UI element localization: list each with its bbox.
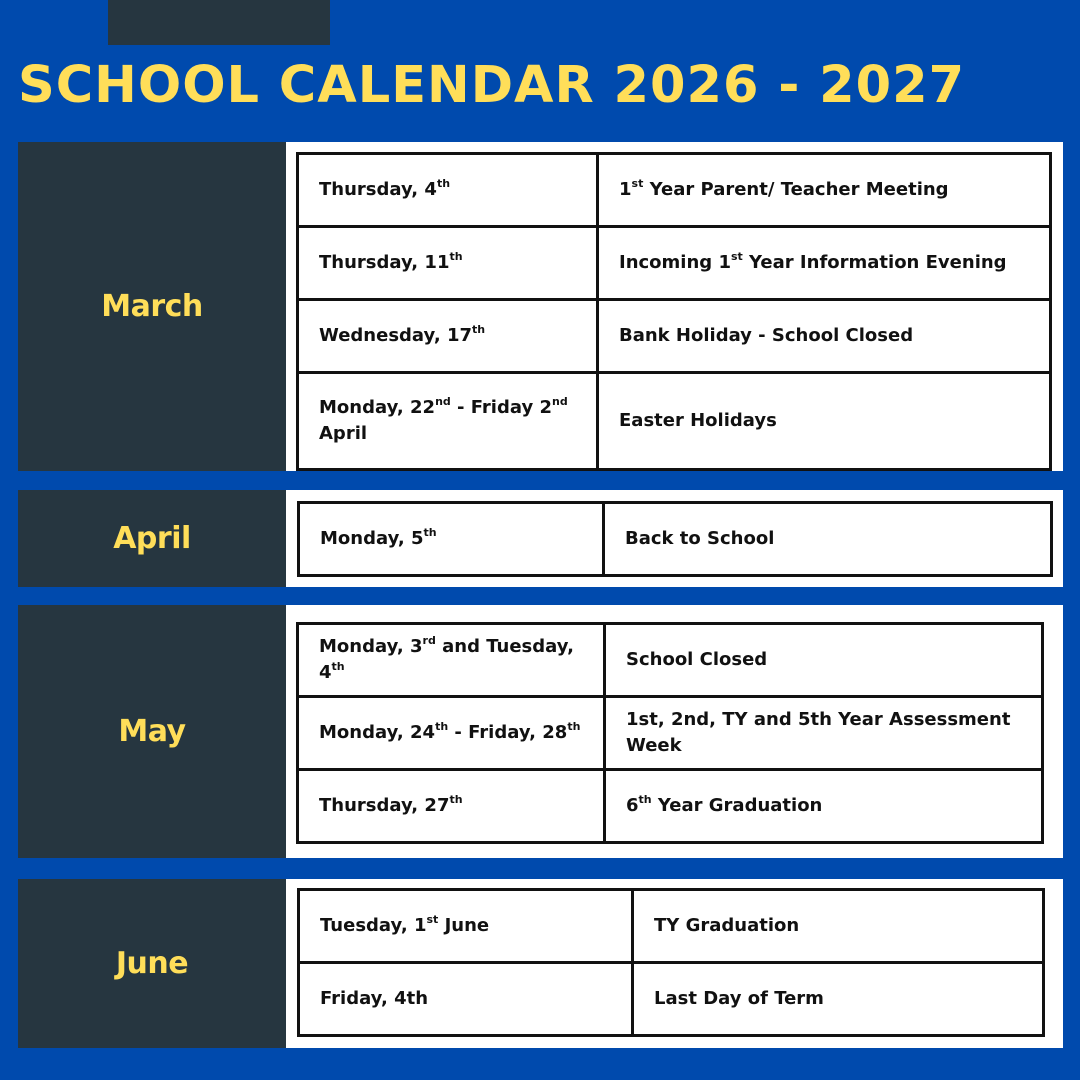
ordinal-suffix: nd <box>435 395 451 408</box>
month-label-panel <box>18 879 286 1048</box>
month-label-panel <box>18 605 286 858</box>
ordinal-suffix: th <box>423 526 437 539</box>
cell-text: 1 <box>619 179 632 200</box>
ordinal-suffix: th <box>472 323 486 336</box>
section-march <box>18 142 1063 471</box>
page-title: SCHOOL CALENDAR 2026 - 2027 <box>18 56 966 115</box>
table-row <box>298 227 1051 300</box>
section-april <box>18 490 1063 587</box>
ordinal-suffix: th <box>449 250 463 263</box>
events-table <box>296 622 1044 844</box>
table-row <box>298 373 1051 470</box>
ordinal-suffix: th <box>436 177 451 190</box>
ordinal-suffix: th <box>435 720 449 733</box>
cell-text: - Friday 2 <box>450 397 552 418</box>
cell-text: April <box>319 423 368 444</box>
ordinal-suffix: th <box>449 793 463 806</box>
event-cell <box>605 770 1043 843</box>
table-row <box>298 697 1043 770</box>
ordinal-suffix: st <box>426 913 439 926</box>
cell-text: Bank Holiday - School Closed <box>619 325 914 346</box>
date-cell <box>298 624 605 697</box>
table-row <box>298 770 1043 843</box>
cell-text: 6 <box>626 795 639 816</box>
month-label: May <box>118 714 186 749</box>
month-label-panel <box>18 142 286 471</box>
ordinal-suffix: th <box>567 720 581 733</box>
cell-text: Year Parent/ Teacher Meeting <box>643 179 949 200</box>
date-cell <box>298 373 598 470</box>
date-cell <box>298 697 605 770</box>
cell-text: Friday, 4th <box>320 988 429 1009</box>
cell-text: - Friday, 28 <box>448 722 568 743</box>
event-cell <box>598 154 1051 227</box>
events-table <box>296 152 1052 471</box>
table-row <box>298 300 1051 373</box>
date-cell <box>298 300 598 373</box>
events-table <box>297 888 1045 1037</box>
event-cell <box>605 624 1043 697</box>
date-cell <box>299 963 633 1036</box>
cell-text: Last Day of Term <box>654 988 824 1009</box>
table-row <box>298 624 1043 697</box>
ordinal-suffix: th <box>331 660 345 673</box>
events-table-wrap <box>286 490 1063 587</box>
cell-text: Year Graduation <box>651 795 823 816</box>
ordinal-suffix: rd <box>422 634 436 647</box>
cell-text: June <box>438 915 490 936</box>
cell-text: Incoming 1 <box>619 252 731 273</box>
date-cell <box>299 890 633 963</box>
table-row <box>299 890 1044 963</box>
top-tab-decoration <box>108 0 330 45</box>
cell-text: TY Graduation <box>654 915 800 936</box>
table-row <box>298 154 1051 227</box>
table-row <box>299 963 1044 1036</box>
month-label: March <box>101 289 203 324</box>
ordinal-suffix: th <box>638 793 652 806</box>
cell-text: Monday, 24 <box>319 722 436 743</box>
date-cell <box>298 227 598 300</box>
events-table-wrap <box>286 142 1063 471</box>
cell-text: Thursday, 27 <box>319 795 450 816</box>
cell-text: Easter Holidays <box>619 410 777 431</box>
event-cell <box>605 697 1043 770</box>
cell-text: Monday, 22 <box>319 397 436 418</box>
cell-text: Year Information Evening <box>742 252 1007 273</box>
cell-text: Wednesday, 17 <box>319 325 473 346</box>
section-june <box>18 879 1063 1048</box>
events-table-wrap <box>286 605 1063 858</box>
ordinal-suffix: st <box>631 177 644 190</box>
event-cell <box>598 373 1051 470</box>
table-row <box>299 503 1052 576</box>
ordinal-suffix: nd <box>551 395 568 408</box>
events-table-wrap <box>286 879 1063 1048</box>
event-cell <box>633 963 1044 1036</box>
cell-text: Back to School <box>625 528 775 549</box>
event-cell <box>598 300 1051 373</box>
date-cell <box>298 770 605 843</box>
date-cell <box>298 154 598 227</box>
cell-text: Tuesday, 1 <box>320 915 427 936</box>
cell-text: 1st, 2nd, TY and 5th Year Assessment Week <box>626 709 1011 756</box>
month-label-panel <box>18 490 286 587</box>
cell-text: School Closed <box>626 649 768 670</box>
event-cell <box>633 890 1044 963</box>
cell-text: Thursday, 11 <box>319 252 450 273</box>
month-label: June <box>115 946 189 981</box>
event-cell <box>598 227 1051 300</box>
cell-text: Thursday, 4 <box>319 179 437 200</box>
cell-text: Monday, 5 <box>320 528 424 549</box>
date-cell <box>299 503 604 576</box>
month-label: April <box>113 521 191 556</box>
cell-text: and Tuesday, 4 <box>319 636 574 683</box>
event-cell <box>604 503 1052 576</box>
events-table <box>297 501 1053 577</box>
ordinal-suffix: st <box>730 250 743 263</box>
section-may <box>18 605 1063 858</box>
cell-text: Monday, 3 <box>319 636 423 657</box>
